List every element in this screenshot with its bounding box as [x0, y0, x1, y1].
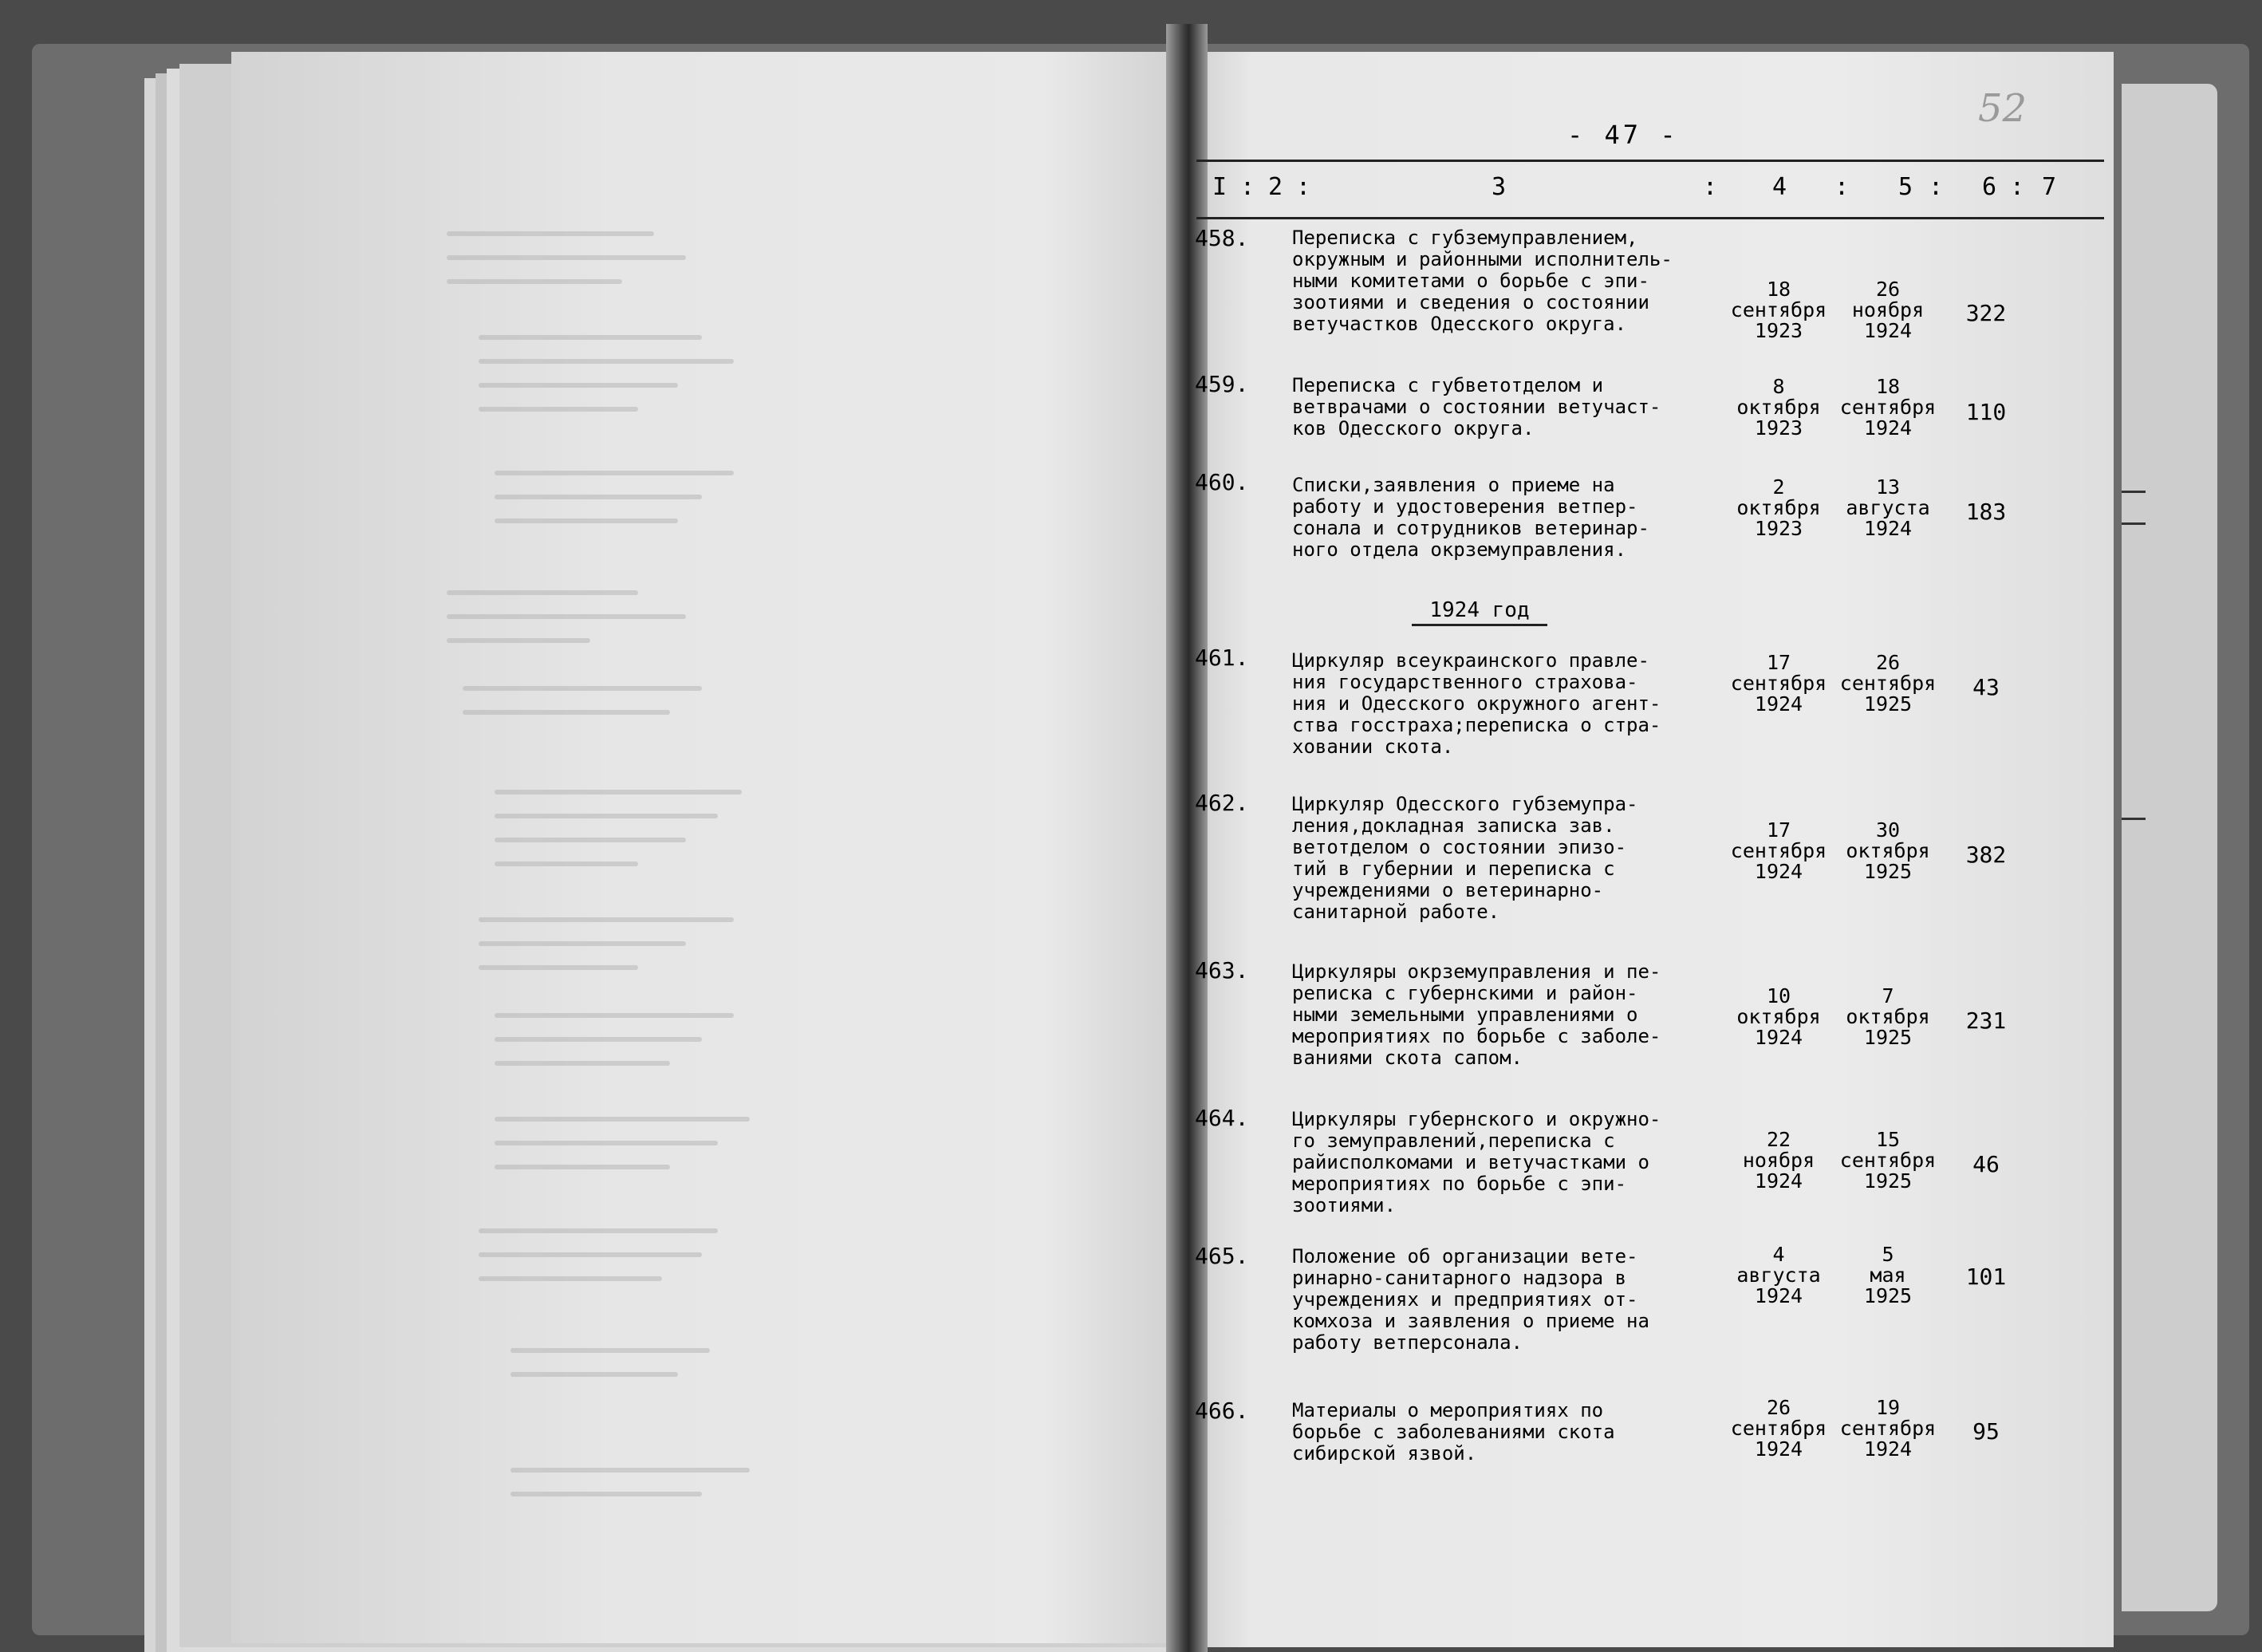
cover-flap	[2122, 84, 2217, 1611]
entry-end-date: 26 ноября 1924	[1851, 278, 1925, 342]
bleed-through-line	[495, 814, 718, 818]
entry-title: Циркуляр всеукраинского правле- ния государственного страхова- ния и Одесского окружного агент- ства госстраха;переписка о стра- ховании скота.	[1292, 649, 1661, 758]
entry-start-date: 26 сентября 1924	[1730, 1396, 1827, 1461]
entry-title: Положение об организации вете- ринарно-санитарного надзора в учреждениях и предприятиях от- комхоза и заявления о приеме на работу ветперсонала.	[1292, 1245, 1649, 1354]
bleed-through-line	[447, 231, 654, 236]
bleed-through-line	[495, 1141, 718, 1145]
entry-sheet-count: 231	[1965, 1007, 2007, 1034]
bleed-through-line	[463, 686, 702, 691]
entry-title: Переписка с губземуправлением, окружным и районными исполнитель- ными комитетами о борьбе с эпи- зоотиями и сведения о состоянии ветучастков Одесского округа.	[1292, 227, 1673, 335]
entry-title: Циркуляры окрземуправления и пе- реписка с губернскими и район- ными земельными управлениями о мероприятиях по борьбе с заболе- ваниями скота сапом.	[1292, 960, 1661, 1069]
year-heading: 1924 год	[1412, 598, 1547, 626]
entry-title: Списки,заявления о приеме на работу и удостоверения ветпер- сонала и сотрудников ветеринар- ного отдела окрземуправления.	[1292, 474, 1649, 561]
entry-number: 466.	[1195, 1398, 1249, 1424]
entry-end-date: 30 октября 1925	[1846, 818, 1930, 883]
left-page-bleedthrough	[231, 52, 1188, 1643]
bleed-through-line	[495, 790, 742, 794]
entry-sheet-count: 183	[1965, 499, 2007, 525]
entry-number: 464.	[1195, 1105, 1249, 1131]
bleed-through-line	[510, 1492, 702, 1496]
col-header-7: 7	[2042, 173, 2057, 201]
entry-sheet-count: 322	[1965, 300, 2007, 326]
margin-tick	[2122, 491, 2146, 493]
entry-end-date: 5 мая 1925	[1863, 1243, 1913, 1307]
entry-start-date: 8 октября 1923	[1736, 375, 1821, 440]
bleed-through-line	[495, 495, 702, 499]
bleed-through-line	[495, 471, 734, 475]
col-header-6: 6	[1982, 173, 1997, 201]
col-separator: :	[1834, 173, 1850, 201]
col-separator: :	[1703, 173, 1718, 201]
entry-start-date: 18 сентября 1923	[1730, 278, 1827, 342]
entry-number: 458.	[1195, 225, 1249, 251]
entry-sheet-count: 110	[1965, 399, 2007, 425]
bleed-through-line	[495, 1165, 670, 1169]
margin-tick	[2122, 818, 2146, 820]
bleed-through-line	[495, 861, 638, 866]
entry-number: 461.	[1195, 645, 1249, 671]
bleed-through-line	[495, 838, 686, 842]
bleed-through-line	[495, 1013, 734, 1018]
entry-sheet-count: 46	[1972, 1151, 2000, 1177]
bleed-through-line	[495, 1037, 702, 1042]
entry-start-date: 10 октября 1924	[1736, 984, 1821, 1049]
bleed-through-line	[510, 1348, 710, 1353]
entry-sheet-count: 101	[1965, 1264, 2007, 1290]
bleed-through-line	[479, 335, 702, 340]
entry-start-date: 17 сентября 1924	[1730, 651, 1827, 716]
entry-end-date: 15 сентября 1925	[1839, 1128, 1937, 1193]
col-separator: :	[1240, 173, 1255, 201]
bleed-through-line	[495, 518, 678, 523]
bleed-through-line	[479, 1228, 718, 1233]
bleed-through-line	[479, 965, 638, 970]
bleed-through-line	[479, 1276, 662, 1281]
margin-tick	[2122, 522, 2146, 525]
entry-number: 463.	[1195, 957, 1249, 984]
bleed-through-line	[447, 638, 590, 643]
entry-end-date: 13 августа 1924	[1846, 475, 1930, 540]
col-header-1: I	[1212, 173, 1228, 201]
bleed-through-line	[510, 1372, 678, 1377]
col-separator: :	[1929, 173, 1944, 201]
bleed-through-line	[447, 614, 686, 619]
header-rule-top	[1196, 160, 2104, 162]
entry-number: 460.	[1195, 469, 1249, 495]
entry-number: 462.	[1195, 790, 1249, 816]
entry-title: Материалы о мероприятиях по борьбе с заболеваниями скота сибирской язвой.	[1292, 1399, 1615, 1465]
bleed-through-line	[447, 255, 686, 260]
entry-start-date: 4 августа 1924	[1736, 1243, 1821, 1307]
entry-start-date: 22 ноября 1924	[1742, 1128, 1815, 1193]
entry-sheet-count: 95	[1972, 1418, 2000, 1445]
entry-sheet-count: 382	[1965, 842, 2007, 868]
entry-title: Циркуляры губернского и окружно- го земуправлений,переписка с райисполкомами и ветучастками о мероприятиях по борьбе с эпи- зоотиями.	[1292, 1108, 1661, 1216]
entry-number: 465.	[1195, 1243, 1249, 1269]
col-header-5: 5	[1898, 173, 1913, 201]
bleed-through-line	[479, 383, 678, 388]
col-header-4: 4	[1772, 173, 1787, 201]
bleed-through-line	[479, 359, 734, 364]
entry-end-date: 26 сентября 1925	[1839, 651, 1937, 716]
bleed-through-line	[463, 710, 670, 715]
bleed-through-line	[447, 590, 638, 595]
col-header-2: 2	[1268, 173, 1283, 201]
entry-end-date: 18 сентября 1924	[1839, 375, 1937, 440]
entry-end-date: 7 октября 1925	[1846, 984, 1930, 1049]
col-separator: :	[1296, 173, 1311, 201]
bleed-through-line	[495, 1117, 750, 1122]
entry-end-date: 19 сентября 1924	[1839, 1396, 1937, 1461]
bleed-through-line	[479, 1252, 702, 1257]
entry-start-date: 2 октября 1923	[1736, 475, 1821, 540]
entry-sheet-count: 43	[1972, 674, 2000, 700]
bleed-through-line	[479, 407, 638, 412]
bleed-through-line	[510, 1468, 750, 1473]
col-separator: :	[2010, 173, 2025, 201]
bleed-through-line	[495, 1061, 670, 1066]
col-header-3: 3	[1492, 173, 1507, 201]
bleed-through-line	[479, 941, 686, 946]
entry-number: 459.	[1195, 371, 1249, 397]
folio-mark: 52	[1978, 86, 2028, 131]
page-number: - 47 -	[1567, 120, 1679, 150]
bleed-through-line	[479, 917, 734, 922]
entry-title: Циркуляр Одесского губземупра- ления,докладная записка зав. ветотделом о состоянии эпизо- тий в губернии и переписка с учреждениями о ветеринарно- санитарной работе.	[1292, 793, 1638, 923]
header-rule-bottom	[1196, 217, 2104, 219]
bleed-through-line	[447, 279, 622, 284]
entry-title: Переписка с губветотделом и ветврачами о состоянии ветучаст- ков Одесского округа.	[1292, 374, 1661, 440]
entry-start-date: 17 сентября 1924	[1730, 818, 1827, 883]
